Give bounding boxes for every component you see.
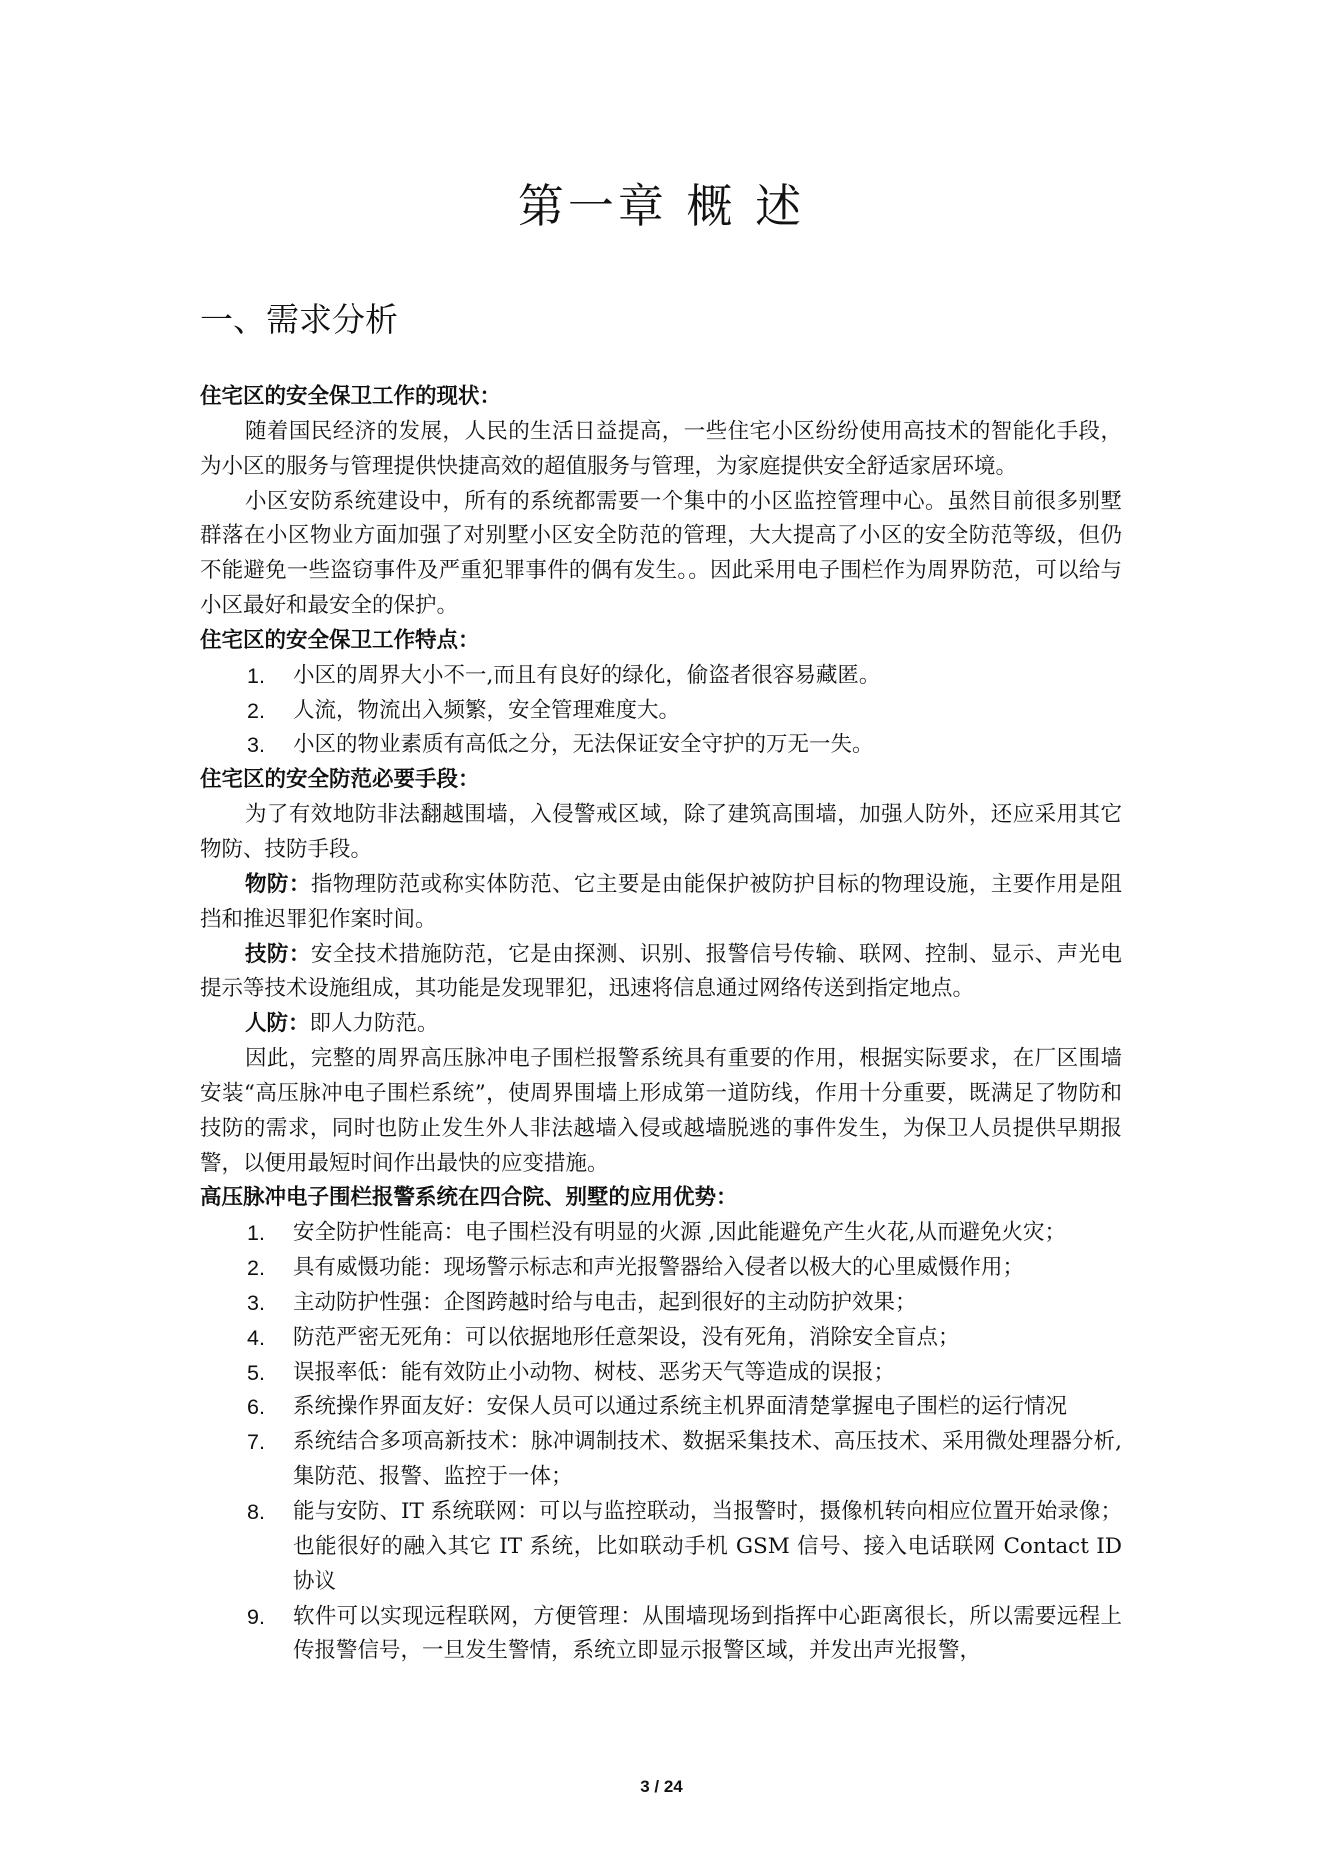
list-item (200, 728, 1122, 763)
list-number: 1. (247, 1221, 265, 1246)
list-number: 3. (247, 1290, 265, 1315)
definition-term: 技防： (245, 941, 311, 967)
list-item (200, 1390, 1122, 1425)
list-number: 8. (247, 1500, 265, 1524)
definition-term: 人防： (245, 1011, 310, 1037)
list-item (200, 659, 1122, 694)
list-item (200, 1251, 1122, 1286)
list-text: 主动防护性强：企图跨越时给与电击，起到很好的主动防护效果； (293, 1289, 917, 1315)
paragraph: 随着国民经济的发展，人民的生活日益提高，一些住宅小区纷纷使用高技术的智能化手段，为小区的服务与管理提供快捷高效的超值服务与管理，为家庭提供安全舒适家居环境。 (200, 418, 1122, 479)
paragraph: 因此，完整的周界高压脉冲电子围栏报警系统具有重要的作用，根据实际要求，在厂区围墙安装“高压脉冲电子围栏系统”，使周界围墙上形成第一道防线，作用十分重要，既满足了物防和技防的需求，同时也防止发生外人非法越墙入侵或越墙脱逃的事件发生，为保卫人员提供早期报警，以便用最短时间作出最快的应变措施。 (200, 1046, 1122, 1176)
definition-text: 指物理防范或称实体防范、它主要是由能保护被防护目标的物理设施，主要作用是阻挡和推迟罪犯作案时间。 (200, 871, 1122, 932)
definition-paragraph (200, 938, 1122, 1008)
list-item (200, 694, 1122, 729)
list-number: 4. (247, 1325, 265, 1350)
list-text: 小区的物业素质有高低之分，无法保证安全守护的万无一失。 (293, 732, 874, 758)
features-list (200, 659, 1122, 764)
definition-paragraph (200, 1007, 1122, 1042)
list-item (200, 1321, 1122, 1356)
list-number: 2. (247, 1256, 265, 1281)
subheading-status: 住宅区的安全保卫工作的现状： (200, 384, 502, 409)
list-item (200, 1600, 1122, 1670)
list-text: 能与安防、IT 系统联网：可以与监控联动，当报警时，摄像机转向相应位置开始录像；也能很好的融入其它 IT 系统，比如联动手机 GSM 信号、接入电话联网 Contact ID 协议 (293, 1499, 1122, 1594)
paragraph: 为了有效地防非法翻越围墙，入侵警戒区域，除了建筑高围墙，加强人防外，还应采用其它物防、技防手段。 (200, 802, 1122, 862)
means-list (200, 868, 1122, 1042)
subheading-features: 住宅区的安全保卫工作特点： (200, 627, 480, 653)
list-text: 人流，物流出入频繁，安全管理难度大。 (293, 697, 681, 723)
page-number: 3 / 24 (640, 1777, 683, 1796)
list-number: 2. (247, 698, 265, 723)
list-text: 小区的周界大小不一,而且有良好的绿化，偷盗者很容易藏匿。 (293, 662, 881, 688)
list-text: 系统操作界面友好：安保人员可以通过系统主机界面清楚掌握电子围栏的运行情况 (293, 1394, 1068, 1420)
definition-term: 物防： (245, 871, 311, 897)
list-text: 系统结合多项高新技术：脉冲调制技术、数据采集技术、高压技术、采用微处理器分析,集防范、报警、监控于一体； (293, 1429, 1122, 1490)
subheading-means: 住宅区的安全防范必要手段： (200, 767, 480, 793)
list-item (200, 1286, 1122, 1321)
advantages-list (200, 1216, 1122, 1669)
list-text: 具有威慑功能：现场警示标志和声光报警器给入侵者以极大的心里威慑作用； (293, 1255, 1025, 1281)
list-number: 6. (247, 1395, 265, 1420)
definition-text: 即人力防范。 (309, 1011, 439, 1037)
list-number: 3. (247, 733, 265, 758)
paragraph: 小区安防系统建设中，所有的系统都需要一个集中的小区监控管理中心。虽然目前很多别墅群落在小区物业方面加强了对别墅小区安全防范的管理，大大提高了小区的安全防范等级，但仍不能避免一些盗窃事件及严重犯罪事件的偶有发生。。因此采用电子围栏作为周界防范，可以给与小区最好和最安全的保护。 (200, 488, 1122, 619)
definition-paragraph (200, 868, 1122, 938)
subheading-advantages: 高压脉冲电子围栏报警系统在四合院、别墅的应用优势： (200, 1185, 738, 1211)
definition-text: 安全技术措施防范，它是由探测、识别、报警信号传输、联网、控制、显示、声光电提示等技术设施组成，其功能是发现罪犯，迅速将信息通过网络传送到指定地点。 (200, 941, 1122, 1002)
section-heading: 一、需求分析 (200, 300, 398, 339)
list-text: 软件可以实现远程联网，方便管理：从围墙现场到指挥中心距离很长，所以需要远程上传报警信号，一旦发生警情，系统立即显示报警区域，并发出声光报警， (293, 1603, 1122, 1664)
list-number: 9. (247, 1604, 265, 1629)
chapter-title: 第一章 概 述 (517, 179, 806, 233)
list-text: 防范严密无死角：可以依据地形任意架设，没有死角，消除安全盲点； (293, 1324, 960, 1350)
list-text: 误报率低：能有效防止小动物、树枝、恶劣天气等造成的误报； (293, 1359, 896, 1385)
document-body (200, 380, 1122, 1669)
list-item (200, 1425, 1122, 1495)
list-item (200, 1356, 1122, 1391)
list-number: 5. (247, 1360, 265, 1385)
list-item (200, 1495, 1122, 1600)
list-text: 安全防护性能高：电子围栏没有明显的火源 ,因此能避免产生火花,从而避免火灾； (293, 1220, 1067, 1246)
list-number: 1. (247, 663, 265, 688)
list-number: 7. (247, 1430, 265, 1455)
list-item (200, 1216, 1122, 1251)
